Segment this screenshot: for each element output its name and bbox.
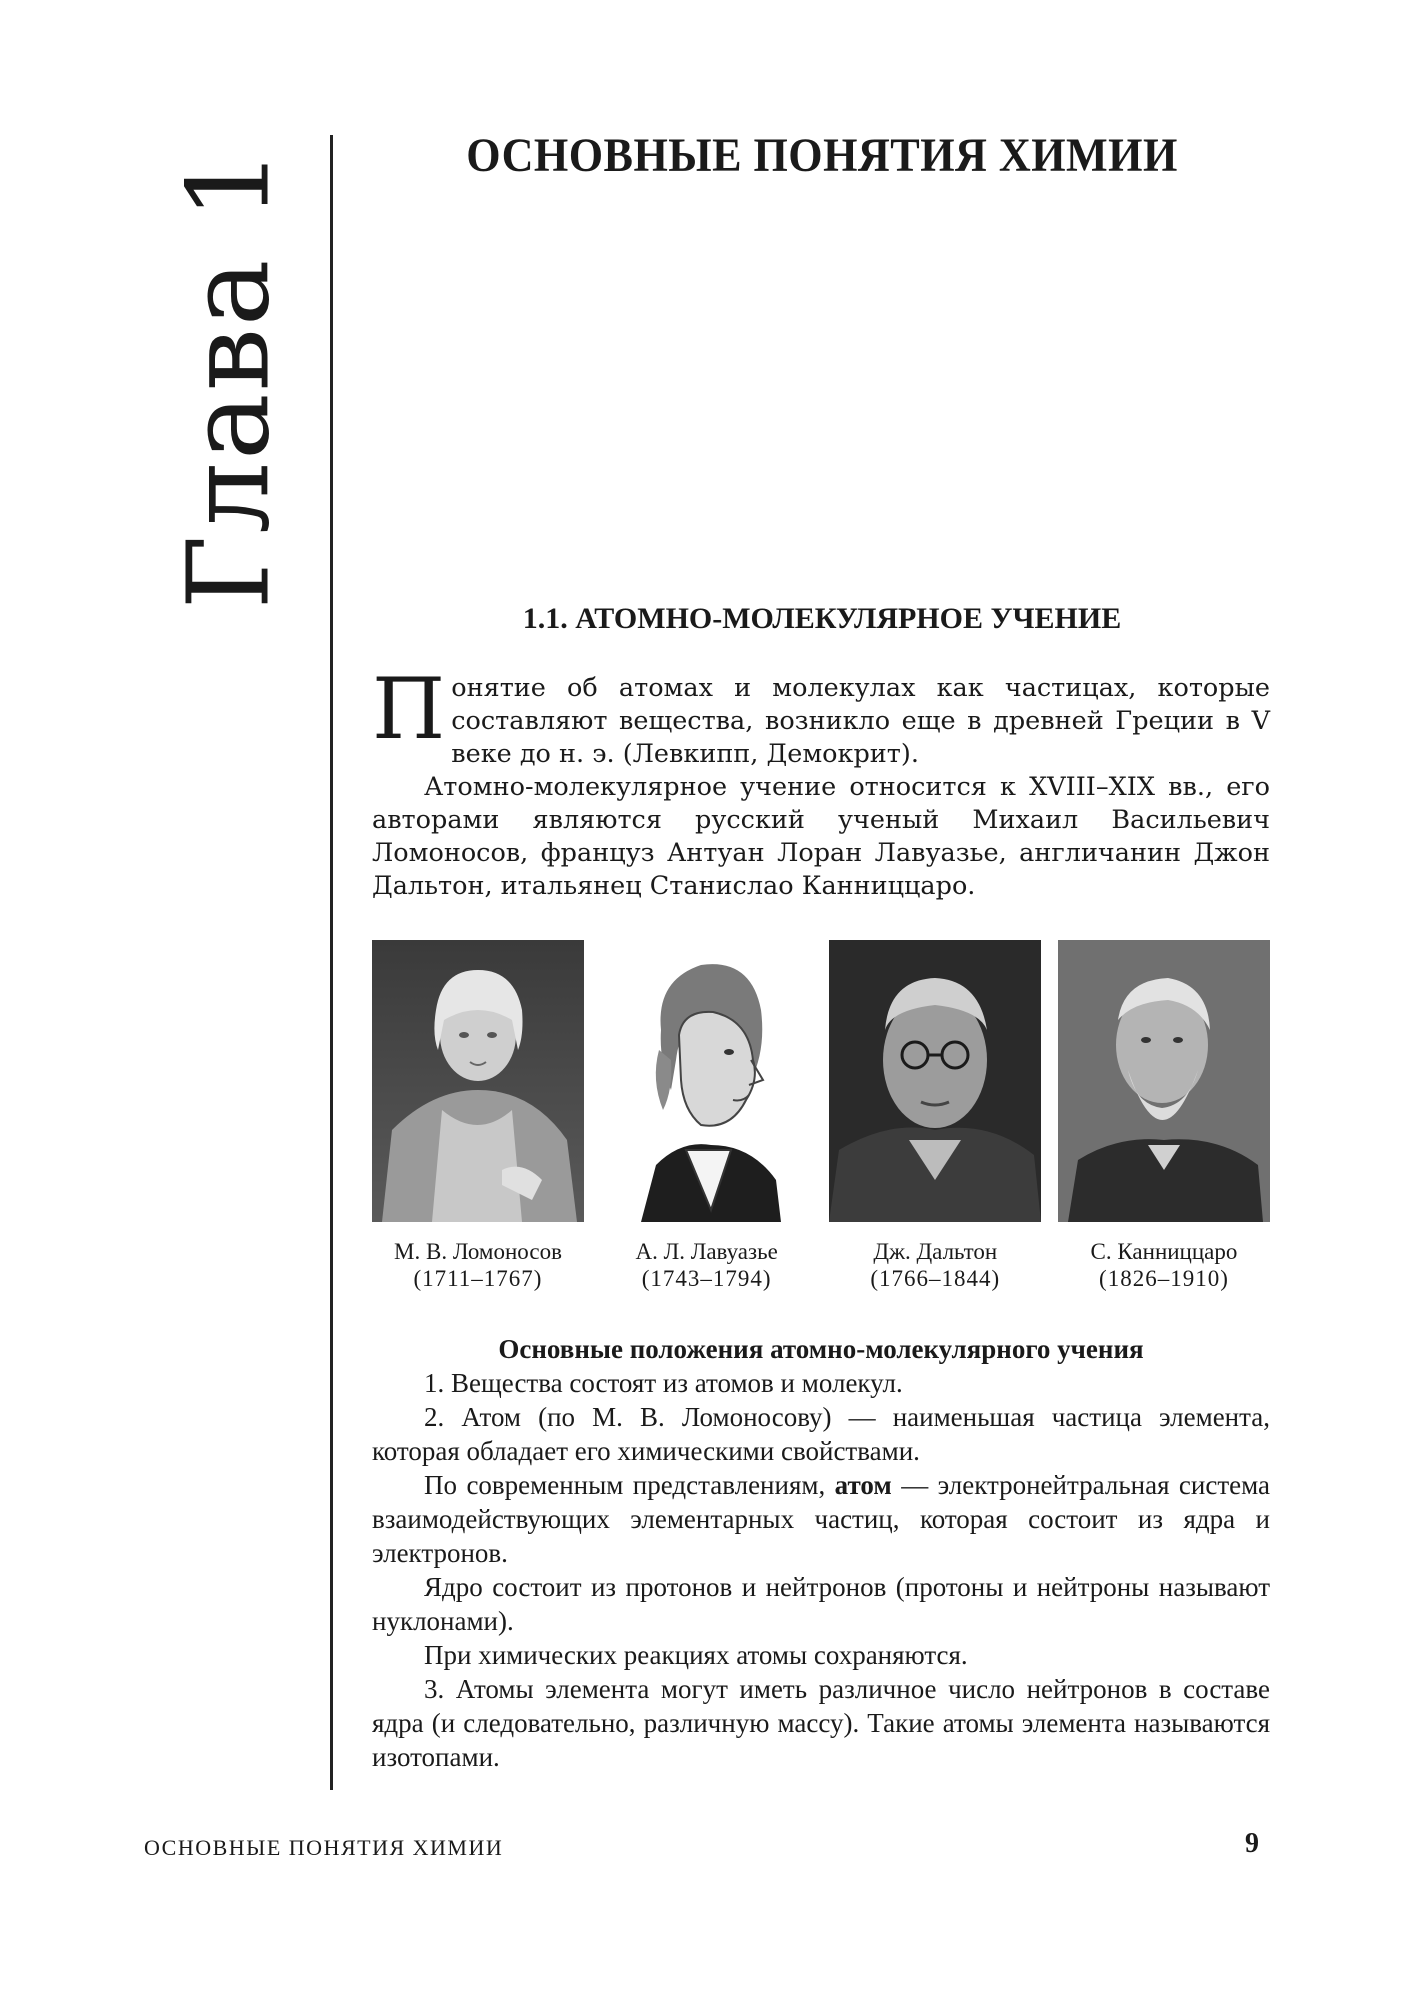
intro-paragraph-1: Понятие об атомах и молекулах как частицах, которые составляют вещества, возникло еще в древней Греции в V веке до н. э. (Левкипп, Демокрит). <box>372 660 1270 769</box>
portrait-years: (1711–1767) <box>413 1266 543 1291</box>
subsection-heading: Основные положения атомно-молекулярного учения <box>498 1334 1144 1364</box>
portrait-caption <box>1091 1238 1238 1292</box>
portrait-years: (1826–1910) <box>1099 1266 1229 1291</box>
running-footer: ОСНОВНЫЕ ПОНЯТИЯ ХИМИИ <box>144 1835 504 1860</box>
item-2: 2. Атом (по М. В. Ломоносову) — наименьшая частица элемента, которая обладает его химическими свойствами. <box>372 1402 1270 1466</box>
portrait-gallery <box>372 940 1270 1292</box>
portrait-name: М. В. Ломоносов <box>394 1239 562 1264</box>
lomonosov-portrait-image <box>372 940 584 1222</box>
portrait-dalton <box>829 940 1041 1292</box>
main-text <box>372 1332 1270 1774</box>
portrait-cannizzaro <box>1058 940 1270 1292</box>
chapter-divider <box>330 135 333 1790</box>
item-3: 3. Атомы элемента могут иметь различное число нейтронов в составе ядра (и следовательно, различную массу). Такие атомы элемента называются изотопами. <box>372 1674 1270 1772</box>
portrait-lomonosov <box>372 940 584 1292</box>
term-atom: атом <box>834 1470 892 1500</box>
paragraph-nucleus: Ядро состоит из протонов и нейтронов (протоны и нейтроны называют нуклонами). <box>372 1572 1270 1636</box>
chapter-label-text: Глава 1 <box>164 146 295 610</box>
portrait-lavoisier <box>601 940 813 1292</box>
portrait-caption <box>636 1238 778 1292</box>
paragraph-modern-definition: По современным представлениям, атом — электронейтральная система взаимодействующих элементарных частиц, которая состоит из ядра и электронов. <box>372 1470 1271 1568</box>
portrait-years: (1743–1794) <box>641 1266 772 1291</box>
item-1: 1. Вещества состоят из атомов и молекул. <box>424 1368 903 1398</box>
portrait-name: Дж. Дальтон <box>873 1239 998 1264</box>
page-number: 9 <box>1245 1828 1259 1859</box>
portrait-years: (1766–1844) <box>870 1266 1001 1291</box>
intro-text <box>372 660 1270 903</box>
drop-cap: П <box>372 660 446 758</box>
section-title: 1.1. АТОМНО-МОЛЕКУЛЯРНОЕ УЧЕНИЕ <box>522 602 1122 635</box>
cannizzaro-portrait-image <box>1058 940 1270 1222</box>
lavoisier-portrait-image <box>601 940 813 1222</box>
portrait-name: С. Канниццаро <box>1090 1239 1238 1264</box>
portrait-name: А. Л. Лавуазье <box>635 1239 778 1264</box>
intro-paragraph-2: Атомно-молекулярное учение относится к XVIII–XIX вв., его авторами являются русский ученый Михаил Васильевич Ломоносов, француз Антуан Лоран Лавуазье, англичанин Джон Дальтон, итальянец Станислао Канниццаро. <box>372 772 1270 901</box>
chapter-title: ОСНОВНЫЕ ПОНЯТИЯ ХИМИИ <box>466 129 1178 182</box>
portrait-caption <box>870 1238 1000 1292</box>
portrait-caption <box>394 1238 562 1292</box>
dalton-portrait-image <box>829 940 1041 1222</box>
chapter-label <box>164 146 295 610</box>
paragraph-reactions: При химических реакциях атомы сохраняются. <box>424 1640 968 1670</box>
